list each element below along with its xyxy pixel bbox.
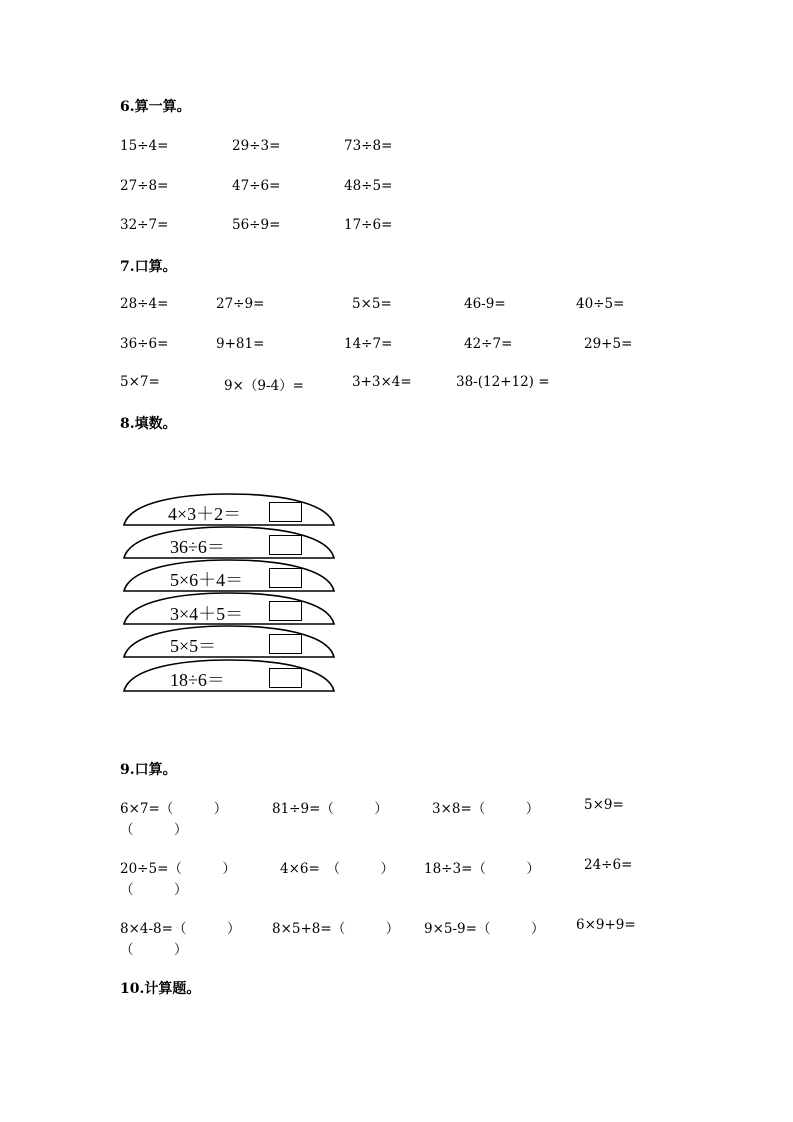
q6-item: 15÷4= [120,138,169,154]
q6-item: 48÷5= [344,178,393,194]
arch-shape [120,622,338,660]
answer-box[interactable] [269,502,302,522]
arch-expression: 5×5＝ [170,636,217,656]
q9-item-wrap: （ ） [120,882,188,898]
q9-item: 81÷9=（ ） [272,801,388,817]
q9-item: 5×9= [584,797,624,813]
q9-item: 20÷5=（ ） [120,861,236,877]
q7-item: 36÷6= [120,336,169,352]
q8-title: 8.填数。 [120,416,177,432]
q9-item: 6×7=（ ） [120,801,228,817]
q7-item: 29+5= [584,336,633,352]
q10-title: 10.计算题。 [120,981,201,997]
arch-shape [120,656,338,694]
q7-item: 5×7= [120,374,160,390]
arch-expression: 36÷6＝ [170,537,225,557]
q7-item: 9×（9-4）= [224,378,304,394]
q7-item: 46-9= [464,296,506,312]
q9-item: 4×6= （ ） [280,861,395,877]
q7-item: 42÷7= [464,336,513,352]
q6-item: 17÷6= [344,217,393,233]
q7-item: 38-(12+12) = [456,374,550,390]
q6-item: 47÷6= [232,178,281,194]
q7-item: 40÷5= [576,296,625,312]
q7-title: 7.口算。 [120,259,177,275]
q9-item-wrap: （ ） [120,942,188,958]
q7-item: 14÷7= [344,336,393,352]
q9-item-wrap: （ ） [120,822,188,838]
q6-title: 6.算一算。 [120,99,191,115]
arch-expression: 5×6＋4＝ [170,570,244,590]
q9-item: 8×5+8=（ ） [272,921,400,937]
q6-item: 27÷8= [120,178,169,194]
q6-item: 29÷3= [232,138,281,154]
q7-item: 3+3×4= [352,374,412,390]
answer-box[interactable] [269,601,302,621]
answer-box[interactable] [269,634,302,654]
q7-item: 28÷4= [120,296,169,312]
arch-expression: 3×4＋5＝ [170,604,244,624]
answer-box[interactable] [269,668,302,688]
q9-item: 6×9+9= [576,917,636,933]
answer-box[interactable] [269,568,302,588]
q9-item: 18÷3=（ ） [424,861,540,877]
q7-item: 27÷9= [216,296,265,312]
q9-item: 9×5-9=（ ） [424,921,545,937]
q6-item: 32÷7= [120,217,169,233]
answer-box[interactable] [269,535,302,555]
q9-item: 24÷6= [584,857,633,873]
q7-item: 9+81= [216,336,265,352]
arch-expression: 18÷6＝ [170,670,225,690]
arch-expression: 4×3＋2＝ [168,504,242,524]
q6-item: 73÷8= [344,138,393,154]
q7-item: 5×5= [352,296,392,312]
q9-item: 8×4-8=（ ） [120,921,241,937]
q9-item: 3×8=（ ） [432,801,540,817]
q6-item: 56÷9= [232,217,281,233]
q9-title: 9.口算。 [120,762,177,778]
